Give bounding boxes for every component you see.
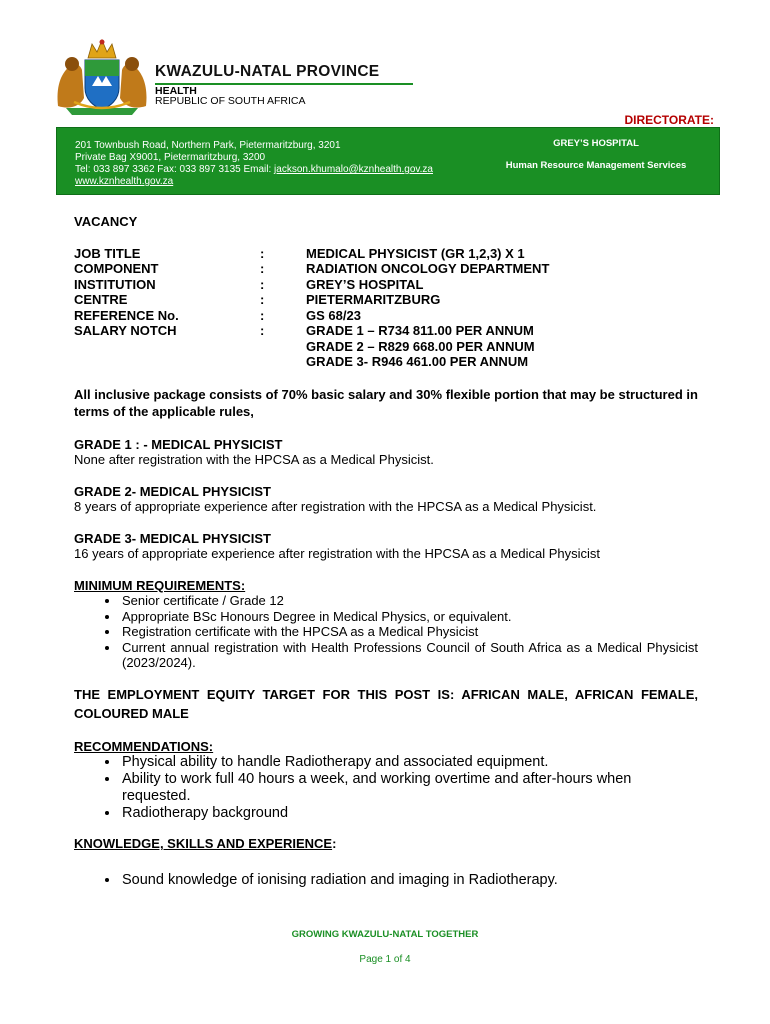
field-sep: :: [260, 261, 265, 276]
recommendations-list: [74, 754, 698, 822]
field-sep: [260, 354, 306, 370]
field-label: [74, 354, 260, 370]
list-item: • Current annual registration with Health Professions Council of South Africa as a Medical Physicist (2023/2024).: [120, 640, 698, 671]
grade2-title: GRADE 2- MEDICAL PHYSICIST: [74, 483, 271, 499]
min-req-title: MINIMUM REQUIREMENTS:: [74, 577, 246, 593]
grade1-text: None after registration with the HPCSA as a Medical Physicist.: [74, 452, 434, 467]
website-link[interactable]: www.kznhealth.gov.za: [75, 176, 174, 187]
unit-name: Human Resource Management Services: [505, 160, 687, 171]
department-name: HEALTH: [155, 85, 197, 97]
address-block: [75, 140, 433, 188]
grade3-text: 16 years of appropriate experience after registration with the HPCSA as a Medical Physicist: [74, 546, 601, 561]
list-item: • Ability to work full 40 hours a week, and working overtime and after-hours when requested.: [120, 771, 698, 805]
field-sep: :: [260, 307, 265, 323]
vacancy-heading: VACANCY: [74, 214, 138, 229]
grade3-title: GRADE 3- MEDICAL PHYSICIST: [74, 530, 271, 546]
list-item: • Registration certificate with the HPCSA as a Medical Physicist: [120, 624, 698, 640]
vacancy-body: [74, 214, 698, 889]
kse-list: [74, 872, 698, 889]
field-value: GRADE 1 – R734 811.00 PER ANNUM: [306, 323, 534, 338]
field-value: MEDICAL PHYSICIST (GR 1,2,3) X 1: [306, 245, 525, 261]
package-text: All inclusive package consists of 70% basic salary and 30% flexible portion that may be structured in terms of the applicable rules,: [74, 386, 698, 419]
coat-of-arms-icon: [52, 36, 152, 116]
field-value: GRADE 2 – R829 668.00 PER ANNUM: [306, 338, 535, 354]
address-line-2: Private Bag X9001, Pietermaritzburg, 3200: [75, 152, 266, 163]
field-label: INSTITUTION: [74, 276, 156, 292]
field-label: REFERENCE No.: [74, 307, 179, 323]
kse-title: [74, 836, 698, 852]
field-sep: :: [260, 276, 265, 292]
kse-title-text: KNOWLEDGE, SKILLS AND EXPERIENCE: [74, 836, 333, 851]
equity-text: THE EMPLOYMENT EQUITY TARGET FOR THIS POST IS: AFRICAN MALE, AFRICAN FEMALE, COLOURED MALE: [74, 686, 698, 721]
tel-fax-text: Tel: 033 897 3362 Fax: 033 897 3135 Email:: [75, 164, 275, 175]
field-value: GS 68/23: [306, 307, 361, 323]
address-line-1: 201 Townbush Road, Northern Park, Pietermaritzburg, 3201: [75, 140, 341, 151]
field-sep: :: [260, 245, 265, 261]
min-req-list: [74, 593, 698, 671]
page-number: Page 1 of 4: [359, 954, 411, 965]
contact-line: [75, 164, 433, 176]
recommendations-title: RECOMMENDATIONS:: [74, 738, 214, 754]
hospital-info: [491, 138, 701, 171]
grade2-text: 8 years of appropriate experience after registration with the HPCSA as a Medical Physicist.: [74, 499, 597, 514]
email-link[interactable]: jackson.khumalo@kznhealth.gov.za: [274, 164, 433, 175]
field-value: PIETERMARITZBURG: [306, 292, 441, 307]
field-label: SALARY NOTCH: [74, 323, 177, 338]
field-sep: :: [260, 292, 265, 307]
vacancy-fields: [74, 246, 698, 370]
field-label: JOB TITLE: [74, 245, 141, 261]
field-label: [74, 339, 260, 355]
list-item: • Senior certificate / Grade 12: [120, 593, 698, 609]
field-value: GRADE 3- R946 461.00 PER ANNUM: [306, 354, 529, 369]
field-value: RADIATION ONCOLOGY DEPARTMENT: [306, 261, 550, 276]
field-label: COMPONENT: [74, 261, 159, 276]
kse-colon: :: [332, 836, 337, 851]
footer-slogan: GROWING KWAZULU-NATAL TOGETHER: [291, 929, 479, 940]
contact-banner: [56, 127, 720, 195]
list-item: • Physical ability to handle Radiotherapy and associated equipment.: [120, 754, 698, 771]
field-sep: :: [260, 323, 265, 338]
list-item: • Appropriate BSc Honours Degree in Medical Physics, or equivalent.: [120, 609, 698, 625]
hospital-name: GREY’S HOSPITAL: [553, 138, 639, 149]
country-name: REPUBLIC OF SOUTH AFRICA: [155, 95, 306, 107]
list-item: • Radiotherapy background: [120, 805, 698, 822]
province-name: KWAZULU-NATAL PROVINCE: [155, 63, 380, 80]
field-sep: [260, 339, 306, 355]
list-item: • Sound knowledge of ionising radiation and imaging in Radiotherapy.: [120, 872, 698, 889]
field-label: CENTRE: [74, 292, 128, 307]
field-value: GREY’S HOSPITAL: [306, 276, 424, 292]
grade1-title: GRADE 1 : - MEDICAL PHYSICIST: [74, 436, 283, 452]
directorate-label: DIRECTORATE:: [624, 113, 714, 127]
